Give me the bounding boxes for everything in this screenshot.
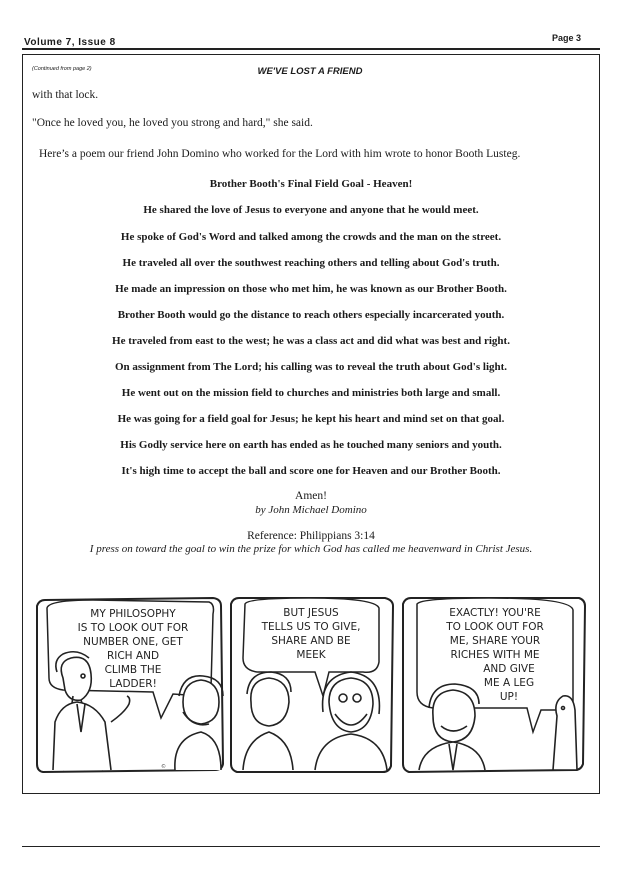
article-title: WE'VE LOST A FRIEND <box>257 66 363 77</box>
poem-line: It's high time to accept the ball and score one for Heaven and our Brother Booth. <box>121 465 501 477</box>
paragraph-1: with that lock. <box>32 89 99 101</box>
comic-text-line: ME, SHARE YOUR <box>449 635 541 647</box>
scripture-reference: Reference: Philippians 3:14 <box>247 530 375 542</box>
poem-line: On assignment from The Lord; his calling was to reveal the truth about God's light. <box>114 361 508 373</box>
comic-text-line: ME A LEG <box>483 677 535 689</box>
comic-text-line: IS TO LOOK OUT FOR <box>77 622 189 634</box>
partial-figure <box>553 696 577 770</box>
comic-text-line: LADDER! <box>109 678 157 690</box>
poem-byline: by John Michael Domino <box>255 504 367 516</box>
comic-text-line: MEEK <box>296 649 326 661</box>
header-rule <box>22 48 600 50</box>
poem-amen: Amen! <box>295 490 327 502</box>
poem-line: He made an impression on those who met him, he was known as our Brother Booth. <box>115 283 507 295</box>
poem-line: He was going for a field goal for Jesus; he kept his heart and mind set on that goal. <box>117 413 505 425</box>
comic-text-line: TELLS US TO GIVE, <box>261 621 361 633</box>
comic-text-line: TO LOOK OUT FOR <box>446 621 544 633</box>
comic-text-line: UP! <box>499 691 519 703</box>
poem-title: Brother Booth's Final Field Goal - Heaven! <box>209 178 413 190</box>
comic-text-line: NUMBER ONE, GET <box>83 636 183 648</box>
paragraph-2: "Once he loved you, he loved you strong and hard," she said. <box>32 117 313 129</box>
comic-strip <box>33 592 589 774</box>
artist-signature: © <box>161 764 166 770</box>
scripture-verse: I press on toward the goal to win the prize for which God has called me heavenward in Christ Jesus. <box>89 543 533 555</box>
paragraph-3: Here’s a poem our friend John Domino who worked for the Lord with him wrote to honor Booth Lusteg. <box>39 148 521 160</box>
poem-line: His Godly service here on earth has ended as he touched many seniors and youth. <box>120 439 502 451</box>
comic-text-line: EXACTLY! YOU'RE <box>449 607 541 619</box>
poem-line: He went out on the mission field to churches and ministries both large and small. <box>121 387 501 399</box>
footer-rule <box>22 846 600 847</box>
jesus-figure <box>315 672 387 770</box>
page-number: Page 3 <box>552 33 582 43</box>
poem-line: Brother Booth would go the distance to reach others especially incarcerated youth. <box>117 309 505 321</box>
comic-text-line: BUT JESUS <box>283 607 339 619</box>
comic-text-line: RICH AND <box>106 650 160 662</box>
poem-line: He shared the love of Jesus to everyone and anyone that he would meet. <box>143 204 479 216</box>
comic-text-line: AND GIVE <box>483 663 535 675</box>
comic-text-line: MY PHILOSOPHY <box>90 608 176 620</box>
comic-text-line: CLIMB THE <box>104 664 162 676</box>
listener-figure <box>243 672 293 770</box>
comic-text-line: SHARE AND BE <box>271 635 351 647</box>
volume-issue: Volume 7, Issue 8 <box>24 37 116 48</box>
poem-line: He traveled all over the southwest reaching others and telling about God's truth. <box>122 257 500 269</box>
continued-note: (Continued from page 2) <box>32 66 92 72</box>
poem-line: He spoke of God's Word and talked among the crowds and the man on the street. <box>120 231 502 243</box>
poem-line: He traveled from east to the west; he was a class act and did what was best and right. <box>112 335 510 347</box>
comic-text-line: RICHES WITH ME <box>450 649 540 661</box>
